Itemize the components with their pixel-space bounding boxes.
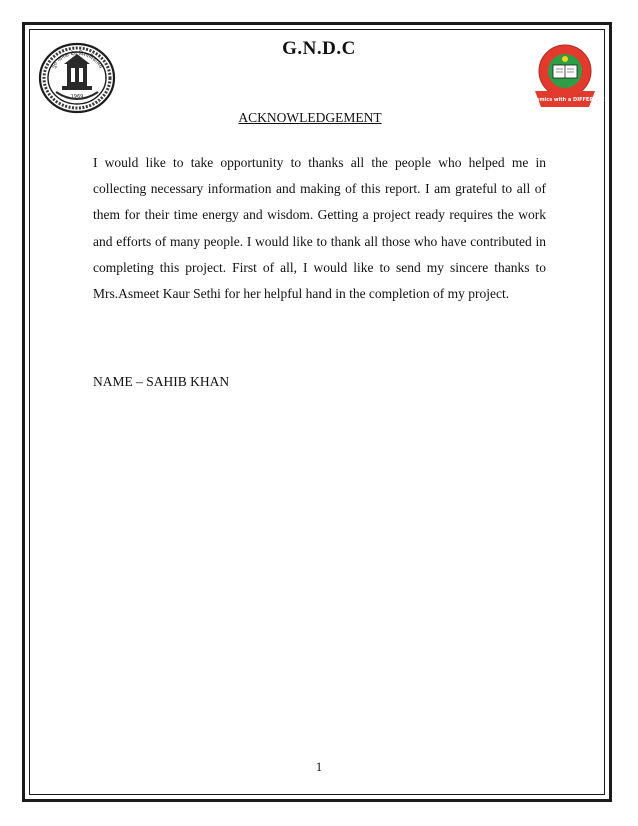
author-name: NAME – SAHIB KHAN <box>93 374 230 389</box>
page-border-inner <box>29 29 605 795</box>
seal-inscription: गुरु नानक देव विश्वविद्यालय <box>50 50 104 70</box>
document-heading: ACKNOWLEDGEMENT <box>238 110 382 125</box>
seal-year: 1969 <box>70 94 84 100</box>
acknowledgement-paragraph: I would like to take opportunity to thanks all the people who helped me in collecting necessary information and making of this report. I am grateful to all of them for their time energy and wisdom. Getting a project ready requires the work and efforts of many people. I would like to thank all those who have contributed in completing this project. First of all, I would like to send my sincere thanks to Mrs.Asmeet Kaur Sethi for her helpful hand in the completion of my project. <box>93 155 546 302</box>
emblem-inscription: Academics with a DIFFERENCE <box>522 97 608 103</box>
college-title: G.N.D.C <box>282 38 356 59</box>
page-number: 1 <box>315 760 323 774</box>
